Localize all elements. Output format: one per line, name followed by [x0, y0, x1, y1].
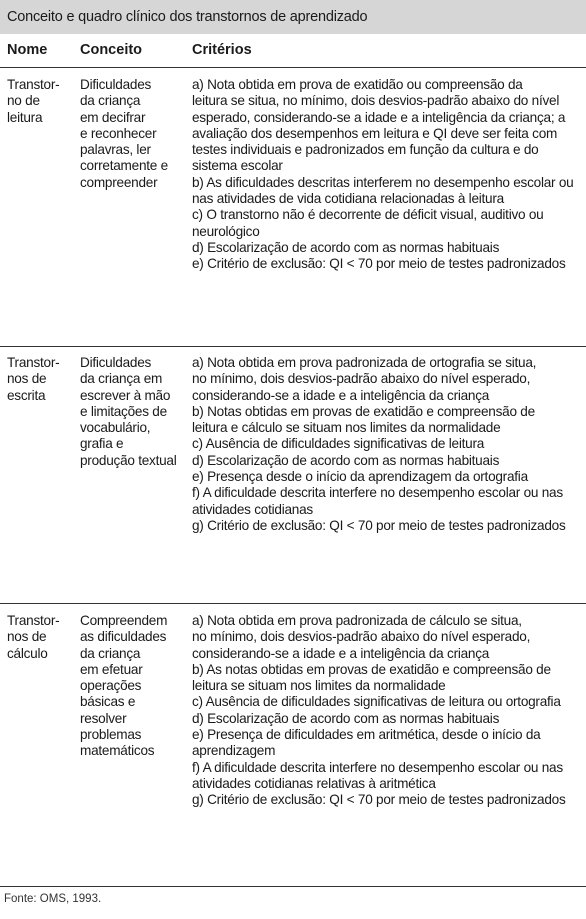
- cell-line: Transtor-: [7, 77, 60, 92]
- cell-line: Dificuldades: [80, 77, 152, 92]
- cell-line: resolver: [80, 710, 127, 726]
- cell-line: g) Critério de exclusão: QI < 70 por meio de testes padronizados: [192, 792, 566, 808]
- header-criterios: Critérios: [192, 42, 252, 58]
- cell-line: nas atividades de vida cotidiana relacionadas à leitura: [192, 191, 504, 207]
- source-note: Fonte: OMS, 1993.: [4, 893, 102, 905]
- cell-line: d) Escolarização de acordo com as normas habituais: [192, 452, 500, 468]
- cell-line: da criança: [80, 93, 141, 109]
- cell-line: Transtor-: [7, 355, 60, 370]
- cell-line: considerando-se a idade e a inteligência da criança: [192, 387, 490, 403]
- cell-line: avaliação dos desempenhos em leitura e QI deve ser feita com: [192, 125, 558, 141]
- table-row: [0, 68, 586, 347]
- cell-nome: [7, 77, 69, 126]
- header-nome: Nome: [7, 42, 48, 58]
- cell-line: a) Nota obtida em prova de exatidão ou compreensão da: [192, 77, 523, 92]
- cell-conceito: [80, 613, 184, 760]
- cell-line: f) A dificuldade descrita interfere no desempenho escolar ou nas: [192, 485, 563, 501]
- cell-line: matemáticos: [80, 743, 155, 759]
- cell-line: atividades cotidianas relativas à aritmética: [192, 775, 436, 791]
- table-title: Conceito e quadro clínico dos transtornos de aprendizado: [0, 0, 586, 34]
- cell-line: testes individuais e padronizados em função da cultura e do: [192, 142, 539, 158]
- cell-line: escrever à mão: [80, 387, 171, 403]
- cell-line: c) Ausência de dificuldades significativas de leitura ou ortografia: [192, 694, 561, 710]
- cell-line: g) Critério de exclusão: QI < 70 por meio de testes padronizados: [192, 517, 566, 533]
- cell-line: e) Presença de dificuldades em aritmética, desde o início da: [192, 727, 541, 743]
- cell-line: b) As notas obtidas em provas de exatidão e compreensão de: [192, 661, 551, 677]
- cell-nome: [7, 613, 69, 662]
- cell-conceito: [80, 355, 184, 469]
- cell-nome: [7, 355, 69, 404]
- cell-line: c) Ausência de dificuldades significativas de leitura: [192, 436, 485, 452]
- cell-line: a) Nota obtida em prova padronizada de ortografia se situa,: [192, 355, 537, 370]
- cell-line: aprendizagem: [192, 743, 276, 759]
- cell-conceito: [80, 77, 184, 191]
- cell-line: b) Notas obtidas em provas de exatidão e compreensão de: [192, 403, 535, 419]
- table-row: [0, 604, 586, 887]
- cell-line: e) Critério de exclusão: QI < 70 por meio de testes padronizados: [192, 256, 566, 272]
- cell-line: f) A dificuldade descrita interfere no desempenho escolar ou nas: [192, 759, 563, 775]
- cell-line: no mínimo, dois desvios-padrão abaixo do nível esperado,: [192, 629, 531, 645]
- cell-line: nos de: [7, 371, 47, 387]
- cell-line: problemas: [80, 727, 142, 743]
- cell-line: a) Nota obtida em prova padronizada de cálculo se situa,: [192, 613, 522, 628]
- cell-line: as dificuldades: [80, 629, 167, 645]
- cell-line: corretamente e: [80, 158, 168, 174]
- cell-line: e reconhecer: [80, 125, 157, 141]
- cell-line: nos de: [7, 629, 47, 645]
- cell-line: d) Escolarização de acordo com as normas habituais: [192, 710, 500, 726]
- cell-line: compreender: [80, 174, 158, 190]
- cell-line: leitura e cálculo se situam nos limites da normalidade: [192, 420, 501, 436]
- cell-line: d) Escolarização de acordo com as normas habituais: [192, 239, 500, 255]
- cell-line: palavras, ler: [80, 142, 151, 158]
- cell-line: da criança: [80, 645, 141, 661]
- cell-line: e) Presença desde o início da aprendizagem da ortografia: [192, 469, 528, 485]
- table-row: [0, 347, 586, 604]
- cell-line: básicas e: [80, 694, 136, 710]
- cell-criterios: [192, 613, 584, 809]
- cell-line: b) As dificuldades descritas interferem no desempenho escolar ou: [192, 174, 574, 190]
- cell-line: operações: [80, 678, 142, 694]
- cell-line: no de: [7, 93, 40, 109]
- cell-line: considerando-se a idade e a inteligência da criança: [192, 645, 490, 661]
- cell-line: atividades cotidianas: [192, 501, 313, 517]
- cell-line: leitura se situa, no mínimo, dois desvios-padrão abaixo do nível: [192, 93, 560, 109]
- cell-line: esperado, considerando-se a idade e a inteligência da criança; a: [192, 109, 566, 125]
- cell-line: sistema escolar: [192, 158, 283, 174]
- cell-line: e limitações de: [80, 403, 167, 419]
- cell-line: grafia e: [80, 436, 124, 452]
- cell-line: neurológico: [192, 223, 260, 239]
- cell-line: cálculo: [7, 645, 48, 661]
- cell-line: leitura: [7, 109, 43, 125]
- cell-line: em decifrar: [80, 109, 146, 125]
- cell-line: Dificuldades: [80, 355, 152, 370]
- cell-criterios: [192, 355, 584, 534]
- cell-line: vocabulário,: [80, 420, 151, 436]
- cell-line: leitura se situam nos limites da normalidade: [192, 678, 446, 694]
- table-header: [0, 34, 586, 68]
- cell-line: da criança em: [80, 371, 163, 387]
- cell-line: escrita: [7, 387, 46, 403]
- cell-line: no mínimo, dois desvios-padrão abaixo do nível esperado,: [192, 371, 531, 387]
- cell-line: Compreendem: [80, 613, 168, 628]
- cell-line: produção textual: [80, 452, 177, 468]
- cell-line: c) O transtorno não é decorrente de déficit visual, auditivo ou: [192, 207, 544, 223]
- cell-criterios: [192, 77, 584, 273]
- cell-line: em efetuar: [80, 661, 143, 677]
- cell-line: Transtor-: [7, 613, 60, 628]
- header-conceito: Conceito: [80, 42, 143, 58]
